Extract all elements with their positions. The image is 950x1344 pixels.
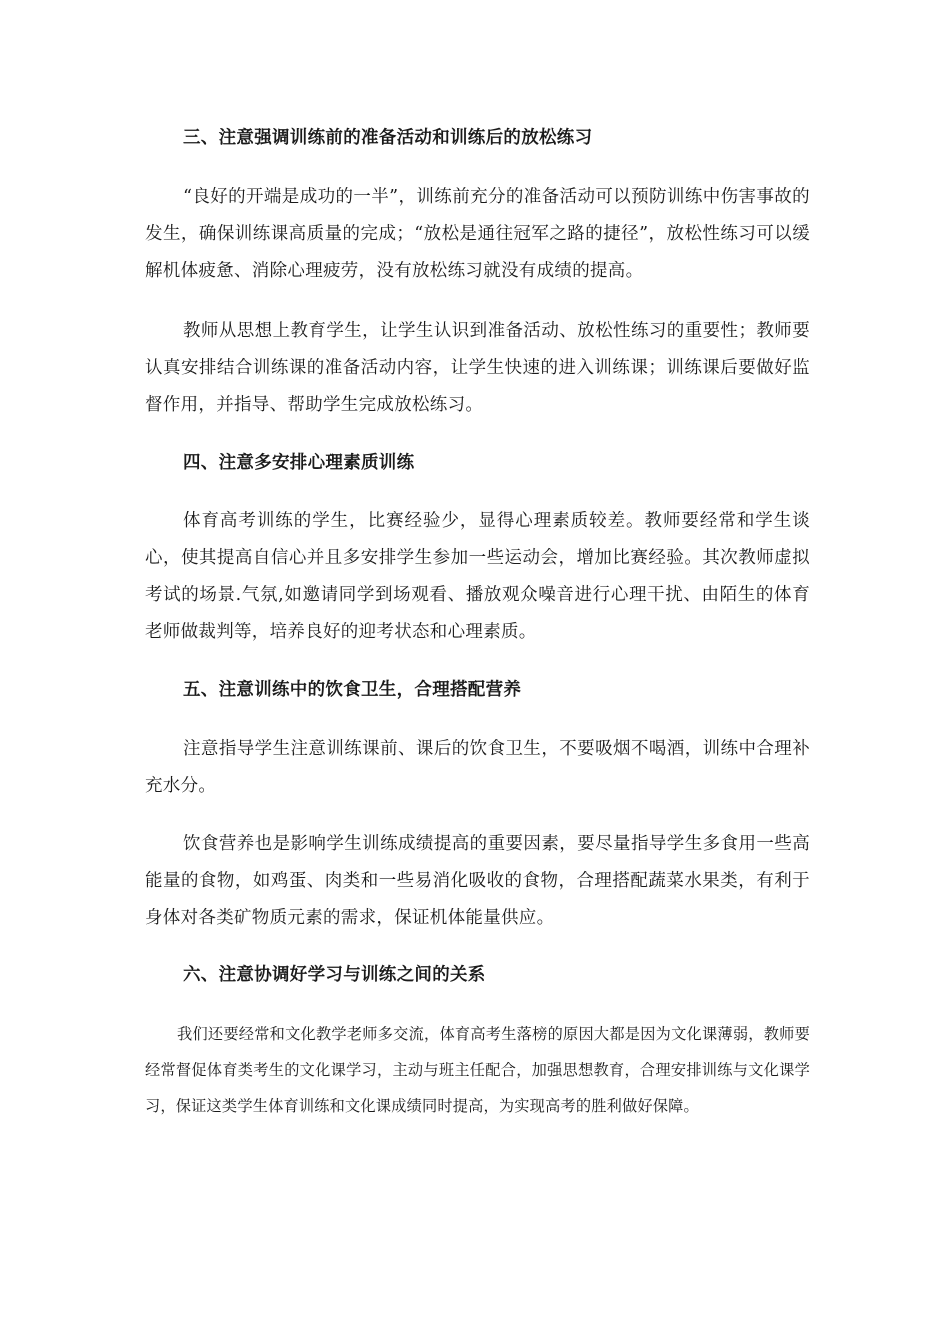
section-heading-3: 三、注意强调训练前的准备活动和训练后的放松练习 xyxy=(183,128,593,148)
section-3-paragraph-2: 教师从思想上教育学生，让学生认识到准备活动、放松性练习的重要性；教师要认真安排结合训练课的准备活动内容，让学生快速的进入训练课；训练课后要做好监督作用，并指导、帮助学生完成放松练习。 xyxy=(145,321,810,415)
section-5-paragraph-1: 注意指导学生注意训练课前、课后的饮食卫生，不要吸烟不喝酒，训练中合理补充水分。 xyxy=(145,739,810,796)
section-5-paragraph-2: 饮食营养也是影响学生训练成绩提高的重要因素，要尽量指导学生多食用一些高能量的食物，如鸡蛋、肉类和一些易消化吸收的食物，合理搭配蔬菜水果类，有利于身体对各类矿物质元素的需求，保证机体能量供应。 xyxy=(145,834,810,928)
section-6-paragraph-1: 我们还要经常和文化教学老师多交流，体育高考生落榜的原因大都是因为文化课薄弱，教师要经常督促体育类考生的文化课学习，主动与班主任配合，加强思想教育，合理安排训练与文化课学习，保证这类学生体育训练和文化课成绩同时提高，为实现高考的胜利做好保障。 xyxy=(145,1025,810,1115)
section-heading-6: 六、注意协调好学习与训练之间的关系 xyxy=(183,965,486,985)
section-heading-4: 四、注意多安排心理素质训练 xyxy=(183,453,415,473)
section-3-paragraph-1: “良好的开端是成功的一半”，训练前充分的准备活动可以预防训练中伤害事故的发生，确保训练课高质量的完成；“放松是通往冠军之路的捷径”，放松性练习可以缓解机体疲惫、消除心理疲劳，没有放松练习就没有成绩的提高。 xyxy=(145,187,810,281)
section-4-paragraph-1: 体育高考训练的学生，比赛经验少，显得心理素质较差。教师要经常和学生谈心，使其提高自信心并且多安排学生参加一些运动会，增加比赛经验。其次教师虚拟考试的场景.气氛,如邀请同学到场观看、播放观众噪音进行心理干扰、由陌生的体育老师做裁判等，培养良好的迎考状态和心理素质。 xyxy=(145,511,810,642)
section-heading-5: 五、注意训练中的饮食卫生，合理搭配营养 xyxy=(183,680,522,700)
